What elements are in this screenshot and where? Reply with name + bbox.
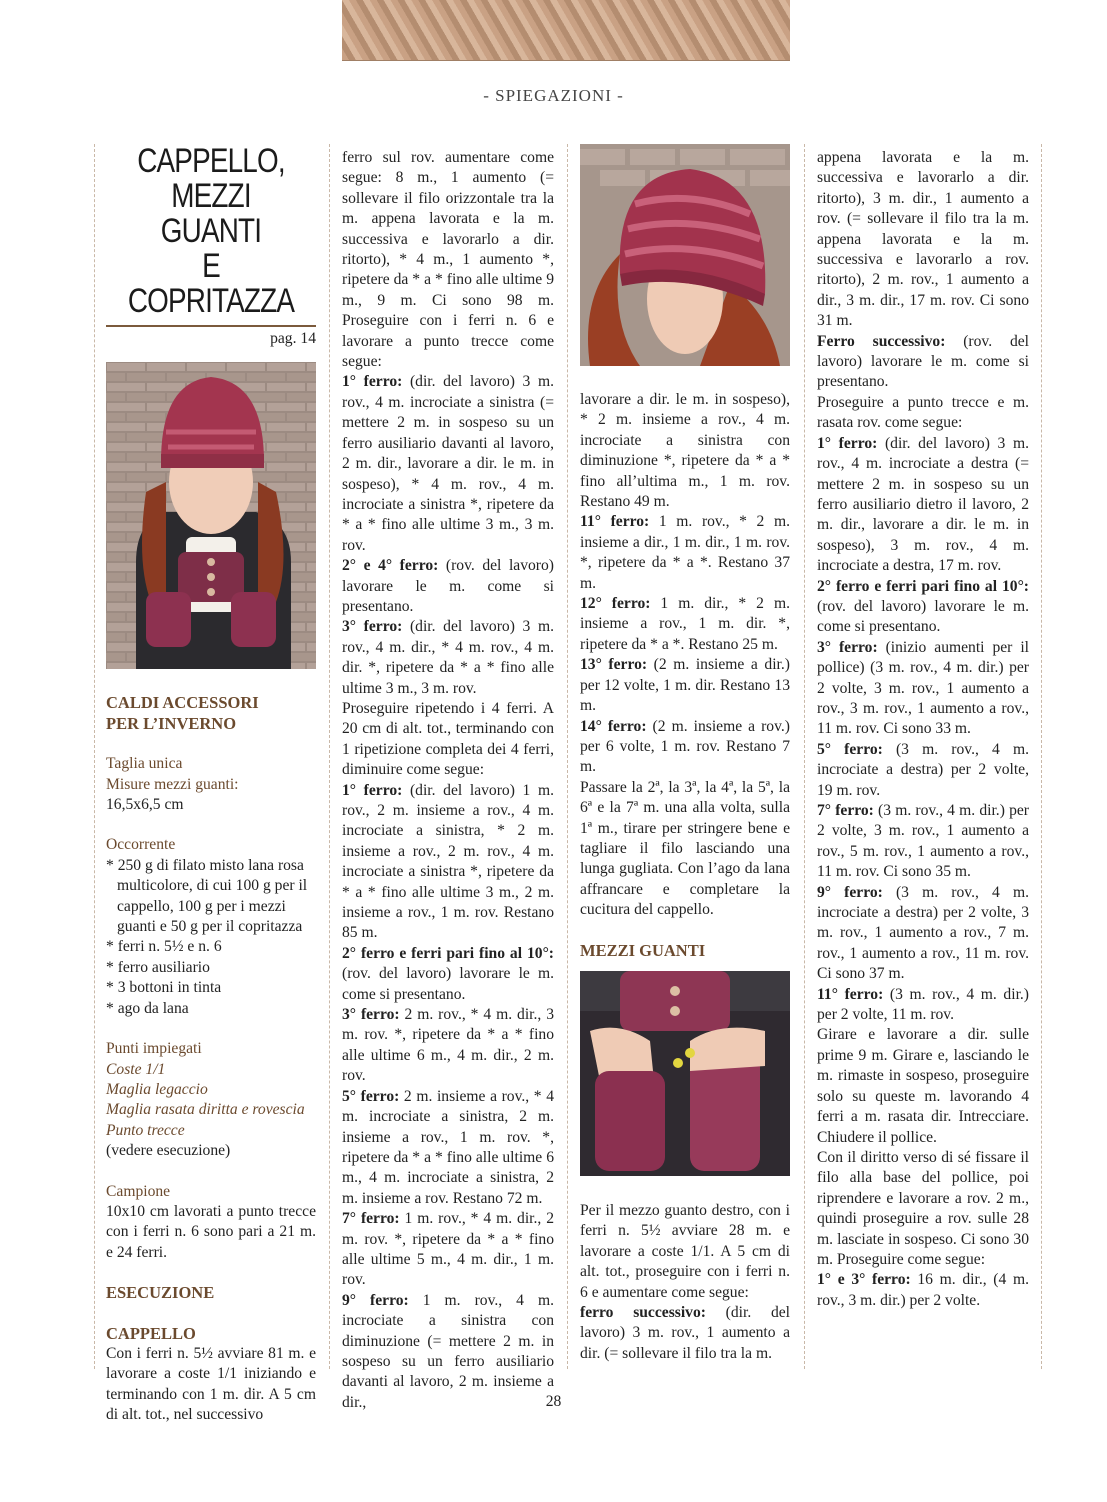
title-rule	[106, 325, 316, 327]
stitch-item: Maglia rasata diritta e rovescia	[106, 1101, 305, 1119]
gloves-heading: MEZZI GUANTI	[580, 940, 706, 960]
hat-photo	[580, 144, 790, 366]
row-instruction: Ferro successivo: (rov. del lavoro) lavorare le m. come si presentano.	[817, 332, 1029, 391]
row-instruction: 7° ferro: (3 m. rov., 4 m. dir.) per 2 volte, 3 m. rov., 1 aumento a rov., 5 m. rov., 1 aumento a rov., 11 m. rov. Ci sono 35 m.	[817, 802, 1029, 881]
row-instruction: 12° ferro: 1 m. dir., * 2 m. insieme a rov., 1 m. dir. *, ripetere da * a *. Restano 25 m.	[580, 595, 790, 653]
row-instruction: 9° ferro: 1 m. rov., 4 m. incrociate a sinistra con diminuzione (= mettere 2 m. in sospeso su un ferro ausiliario davanti al lavoro, 2 m. insieme a dir.,	[342, 1291, 554, 1411]
needed-item: * 3 bottoni in tinta	[106, 979, 222, 997]
column-1	[106, 144, 316, 1426]
row-instruction: 1° ferro: (dir. del lavoro) 1 m. rov., 2 m. insieme a rov., 4 m. incrociate a sinistra, * 2 m. insieme a rov., 2 m. rov., 4 m. incrociate a sinistra *, ripetere da * a * fino alle ultime 3 m., 2 m. insieme a rov., 1 m. rov. Restano 85 m.	[342, 781, 554, 942]
stitches-label: Punti impiegati	[106, 1040, 202, 1058]
measures-value: 16,5x6,5 cm	[106, 796, 184, 814]
measures-label: Misure mezzi guanti:	[106, 775, 239, 793]
stitch-item: Maglia legaccio	[106, 1080, 208, 1098]
knit-texture-banner	[342, 0, 790, 61]
paragraph: Per il mezzo guanto destro, con i ferri n. 5½ avviare 28 m. e lavorare a coste 1/1. A 5 cm di alt. tot., proseguire con i ferri n. 6 e aumentare come segue:	[580, 1201, 790, 1301]
paragraph: Con il diritto verso di sé fissare il filo alla base del pollice, poi riprendere e lavorare a rov. 2 m., quindi proseguire a rov. sulle 28 m. lasciate in sospeso. Ci sono 30 m. Proseguire come segue:	[817, 1148, 1029, 1268]
stitch-item: Punto trecce	[106, 1121, 185, 1139]
gauge-text: 10x10 cm lavorati a punto trecce con i ferri n. 6 sono pari a 21 m. e 24 ferri.	[106, 1202, 316, 1261]
needed-item: * ago da lana	[106, 999, 189, 1017]
column-divider	[567, 144, 568, 1369]
row-instruction: 2° ferro e ferri pari fino al 10°: (rov. del lavoro) lavorare le m. come si presentano.	[342, 944, 554, 1003]
paragraph: Passare la 2ª, la 3ª, la 4ª, la 5ª, la 6ª e la 7ª m. una alla volta, sulla 1ª m., tirare per stringere bene e tagliare il filo lasciando una lunga gugliata. Con l’ago da lana affrancare e completare la cucitura del cappello.	[580, 778, 790, 919]
row-instruction: 1° e 3° ferro: 16 m. dir., (4 m. rov., 3 m. dir.) per 2 volte.	[817, 1271, 1029, 1309]
model-photo	[106, 362, 316, 669]
column-divider	[329, 144, 330, 1369]
paragraph: ferro sul rov. aumentare come segue: 8 m., 1 aumento (= sollevare il filo orizzontale tra la m. appena lavorata e la m. successiva e lavorarlo a dir. ritorto), * 4 m., 1 aumento *, ripetere da * a * fino alle ultime 9 m., 9 m. Ci sono 98 m. Proseguire con i ferri n. 6 e lavorare a punto trecce come segue:	[342, 149, 554, 371]
hat-text: Con i ferri n. 5½ avviare 81 m. e lavorare a coste 1/1 iniziando e terminando con 1 m. dir. A 5 cm di alt. tot., nel successivo	[106, 1344, 316, 1424]
row-instruction: 5° ferro: 2 m. insieme a rov., * 4 m. incrociate a sinistra, 2 m. insieme a rov., 1 m. rov. *, ripetere da * a * fino alle ultime 6 m., 4 m. incrociate a sinistra, 2 m. insieme a rov. Restano 72 m.	[342, 1087, 554, 1207]
column-4	[817, 148, 1029, 1311]
column-2	[342, 148, 554, 1413]
paragraph: Proseguire ripetendo i 4 ferri. A 20 cm di alt. tot., terminando con 1 ripetizione completa dei 4 ferri, diminuire come segue:	[342, 699, 554, 779]
row-instruction: 3° ferro: 2 m. rov., * 4 m. dir., 3 m. rov. *, ripetere da * a * fino alle ultime 6 m., 4 m. dir., 2 m. rov.	[342, 1006, 554, 1085]
needed-label: Occorrente	[106, 836, 176, 854]
row-instruction: 11° ferro: 1 m. rov., * 2 m. insieme a dir., 1 m. dir., 1 m. rov. *, ripetere da * a *. Restano 37 m.	[580, 513, 790, 592]
paragraph: Girare e lavorare a dir. sulle prime 9 m. Girare e, lasciando le m. rimaste in sospeso, proseguire solo su queste m. lavorando 4 ferri a m. rasata dir. Intrecciare. Chiudere il pollice.	[817, 1026, 1029, 1146]
row-instruction: 11° ferro: (3 m. rov., 4 m. dir.) per 2 volte, 11 m. rov.	[817, 985, 1029, 1024]
gloves-photo	[580, 971, 790, 1176]
gauge-label: Campione	[106, 1182, 171, 1200]
column-3	[580, 144, 790, 1364]
size-label: Taglia unica	[106, 755, 183, 773]
page-number: 28	[545, 1393, 562, 1410]
row-instruction: 1° ferro: (dir. del lavoro) 3 m. rov., 4 m. incrociate a sinistra (= mettere 2 m. in sospeso su un ferro ausiliario davanti al lavoro, 2 m. dir., lavorare a dir. le m. in sospeso), * 4 m. rov., 4 m. incrociate a sinistra *, ripetere da * a * fino alle ultime 3 m., 3 m. rov.	[342, 373, 554, 554]
column-divider	[804, 144, 805, 1369]
stitch-item: Coste 1/1	[106, 1060, 166, 1078]
section-heading: PER L’INVERNO	[106, 713, 237, 733]
row-instruction: 2° ferro e ferri pari fino al 10°: (rov. del lavoro) lavorare le m. come si presentano.	[817, 577, 1029, 636]
row-instruction: 1° ferro: (dir. del lavoro) 3 m. rov., 4 m. incrociate a destra (= mettere 2 m. in sospeso su un ferro ausiliario dietro il lavoro, 2 m. dir., lavorare a dir. le m. in sospeso), 3 m. rov., 4 m. incrociate a destra, 17 m. rov.	[817, 434, 1029, 575]
execution-heading: ESECUZIONE	[106, 1283, 215, 1303]
row-instruction: 13° ferro: (2 m. insieme a dir.) per 12 volte, 1 m. dir. Restano 13 m.	[580, 656, 790, 715]
needed-item: * ferri n. 5½ e n. 6	[106, 938, 222, 956]
article-title: CAPPELLO, MEZZI GUANTI E COPRITAZZA	[127, 142, 295, 320]
row-instruction: 2° e 4° ferro: (rov. del lavoro) lavorare le m. come si presentano.	[342, 557, 554, 615]
row-instruction: 5° ferro: (3 m. rov., 4 m. incrociate a destra) per 2 volte, 19 m. rov.	[817, 740, 1029, 799]
hat-heading: CAPPELLO	[106, 1323, 196, 1343]
row-instruction: 7° ferro: 1 m. rov., * 4 m. dir., 2 m. rov. *, ripetere da * a * fino alle ultime 5 m., 4 m. dir., 1 m. rov.	[342, 1210, 554, 1289]
column-divider	[1041, 144, 1042, 1369]
row-instruction: 9° ferro: (3 m. rov., 4 m. incrociate a destra) per 2 volte, 3 m. rov., 1 aumento a rov., 7 m. rov., 1 aumento a rov., 11 m. rov. Ci sono 37 m.	[817, 883, 1029, 983]
row-instruction: 3° ferro: (dir. del lavoro) 3 m. rov., 4 m. dir., * 4 m. rov., 4 m. dir. *, ripetere da * a * fino alle ultime 3 m., 3 m. rov.	[342, 618, 554, 697]
needed-item: * 250 g di filato misto lana rosa multicolore, di cui 100 g per il cappello, 100 g per i mezzi guanti e 50 g per il copritazza	[106, 856, 308, 936]
paragraph: Proseguire a punto trecce e m. rasata rov. come segue:	[817, 393, 1029, 432]
page-reference: pag. 14	[270, 330, 316, 347]
paragraph: lavorare a dir. le m. in sospeso), * 2 m. insieme a rov., 4 m. incrociate a sinistra con diminuzione *, ripetere da * a * fino all’ultima m., 1 m. rov. Restano 49 m.	[580, 391, 790, 511]
paragraph: appena lavorata e la m. successiva e lavorarlo a dir. ritorto), 3 m. dir., 1 aumento a rov. (= sollevare il filo tra la m. appena lavorata e la m. successiva e lavorarlo a rov. ritorto), 2 m. rov., 1 aumento a dir., 3 m. dir., 17 m. rov. Ci sono 31 m.	[817, 149, 1029, 330]
column-divider	[94, 144, 95, 1369]
section-label: - SPIEGAZIONI -	[483, 86, 624, 105]
stitches-note: (vedere esecuzione)	[106, 1142, 231, 1160]
needed-item: * ferro ausiliario	[106, 958, 210, 976]
section-heading: CALDI ACCESSORI	[106, 693, 259, 713]
row-instruction: 3° ferro: (inizio aumenti per il pollice) (3 m. rov., 4 m. dir.) per 2 volte, 3 m. rov., 1 aumento a rov., 3 m. rov., 1 aumento a rov., 11 m. rov. Ci sono 33 m.	[817, 638, 1029, 738]
row-instruction: ferro successivo: (dir. del lavoro) 3 m. rov., 1 aumento a dir. (= sollevare il filo tra la m.	[580, 1304, 790, 1362]
row-instruction: 14° ferro: (2 m. insieme a rov.) per 6 volte, 1 m. rov. Restano 7 m.	[580, 717, 790, 776]
